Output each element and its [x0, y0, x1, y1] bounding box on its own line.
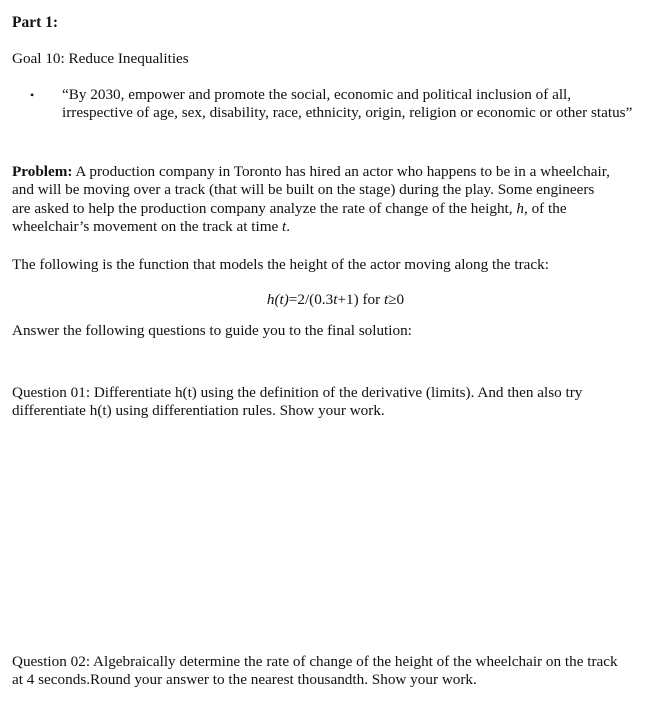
height-function-equation	[0, 291, 671, 309]
equation-cond-rest: ≥0	[388, 291, 405, 308]
bullet-icon: •	[30, 88, 35, 102]
problem-text-3: .	[286, 218, 291, 236]
problem-label: Problem:	[12, 163, 73, 180]
answer-intro-text: Answer the following questions to guide you to the final solution:	[12, 322, 412, 339]
question-02: Question 02: Algebraically determine the rate of change of the height of the wheelchair on the track at 4 seconds.Round your answer to the nearest thousandth. Show your work.	[12, 653, 618, 689]
problem-text-2: , of the wheelchair’s movement on the track at time	[12, 199, 567, 236]
equation-lhs: h(t)	[266, 291, 289, 308]
goal-quote-text: “By 2030, empower and promote the social, economic and political inclusion of all, irrespective of age, sex, disability, race, ethnicity, origin, religion or economic or other status”	[62, 86, 633, 122]
equation-cond-var: t	[383, 291, 389, 308]
problem-var-h: h	[516, 199, 524, 217]
problem-var-t: t	[282, 218, 287, 236]
problem-text-1: A production company in Toronto has hired an actor who happens to be in a wheelchair, and will be moving over a track (that will be built on the stage) during the play. Some engineers are asked to help the production company analyze the rate of change of the height,	[12, 163, 610, 217]
goal-title: Goal 10: Reduce Inequalities	[12, 50, 189, 67]
question-01: Question 01: Differentiate h(t) using the definition of the derivative (limits). And then also try differentiate h(t) using differentiation rules. Show your work.	[12, 384, 583, 420]
function-intro-text: The following is the function that models the height of the actor moving along the track:	[12, 256, 549, 273]
equation-part-2: +1) for	[337, 291, 384, 308]
equation-var-t: t	[333, 291, 338, 308]
equation-part-1: =2/(0.3	[288, 291, 334, 308]
part-heading: Part 1:	[12, 14, 59, 31]
problem-paragraph	[12, 163, 612, 237]
